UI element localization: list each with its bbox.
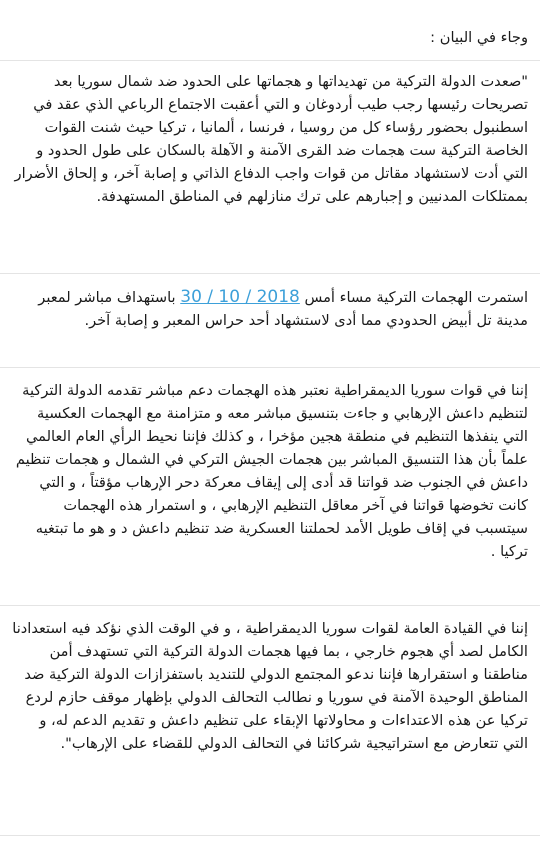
statement-intro: وجاء في البيان : bbox=[430, 29, 528, 46]
divider bbox=[0, 273, 540, 274]
paragraph-2-lead-text: استمرت الهجمات التركية مساء أمس bbox=[304, 289, 528, 306]
divider bbox=[0, 60, 540, 61]
paragraph-2-trailing-text: باستهداف مباشر لمعبر مدينة تل أبيض الحدودي مما أدى لاستشهاد أحد حراس المعبر و إصابة آخر. bbox=[38, 289, 528, 329]
divider bbox=[0, 367, 540, 368]
statement-paragraph-1: "صعدت الدولة التركية من تهديداتها و هجماتها على الحدود ضد شمال سوريا بعد تصريحات رئيسها رجب طيب أردوغان و التي أعقبت الاجتماع الرباعي الذي عقد في اسطنبول بحضور رؤساء كل من روسيا ، فرنسا ، ألمانيا ، تركيا حيث شنت القوات الخاصة التركية ست هجمات ضد القرى الآمنة و الآهلة بالسكان على طول الحدود و التي أدت لاستشهاد مقاتل من قوات واجب الدفاع الذاتي و إصابة آخر، و إلحاق الأضرار بممتلكات المدنيين و إجبارهم على ترك منازلهم في المناطق المستهدفة. bbox=[14, 73, 528, 205]
divider bbox=[0, 605, 540, 606]
divider bbox=[0, 835, 540, 836]
statement-paragraph-3: إننا في قوات سوريا الديمقراطية نعتبر هذه الهجمات دعم مباشر تقدمه الدولة التركية لتنظيم داعش الإرهابي و جاءت بتنسيق مباشر معه و متزامنة مع الهجمات العكسية التي ينفذها التنظيم في منطقة هجين مؤخرا ، و كذلك فإننا نحيط الرأي العام العالمي علماً بأن هذا التنسيق المباشر بين هجمات الجيش التركي في الشمال و هجمات تنظيم داعش في الجنوب ضد قواتنا قد أدى إلى إيقاف معركة دحر الإرهاب مؤقتاً ، و التي كانت تخوضها قواتنا في آخر معاقل التنظيم الإرهابي ، و استمرار هذه الهجمات سيتسبب في إقاف طويل الأمد لحملتنا العسكرية ضد تنظيم داعش د و هو ما تبتغيه تركيا . bbox=[15, 382, 528, 560]
date-link[interactable]: 30 / 10 / 2018 bbox=[180, 287, 300, 307]
statement-paragraph-2 bbox=[10, 286, 528, 332]
statement-paragraph-4: إننا في القيادة العامة لقوات سوريا الديمقراطية ، و في الوقت الذي نؤكد فيه استعدادنا الكامل لصد أي هجوم خارجي ، بما فيها هجمات الدولة التركية التي تستهدف أمن مناطقنا و استقرارها فإننا ندعو المجتمع الدولي للتنديد باستفزازات الدولة التركية ضد المناطق الوحيدة الآمنة في سوريا و نطالب التحالف الدولي بإظهار موقف حازم لردع تركيا عن هذه الاعتداءات و محاولاتها الإبقاء على تنظيم داعش و تقديم الدعم له، و التي تتعارض مع استراتيجية شركائنا في التحالف الدولي للقضاء على الإرهاب". bbox=[12, 620, 528, 752]
